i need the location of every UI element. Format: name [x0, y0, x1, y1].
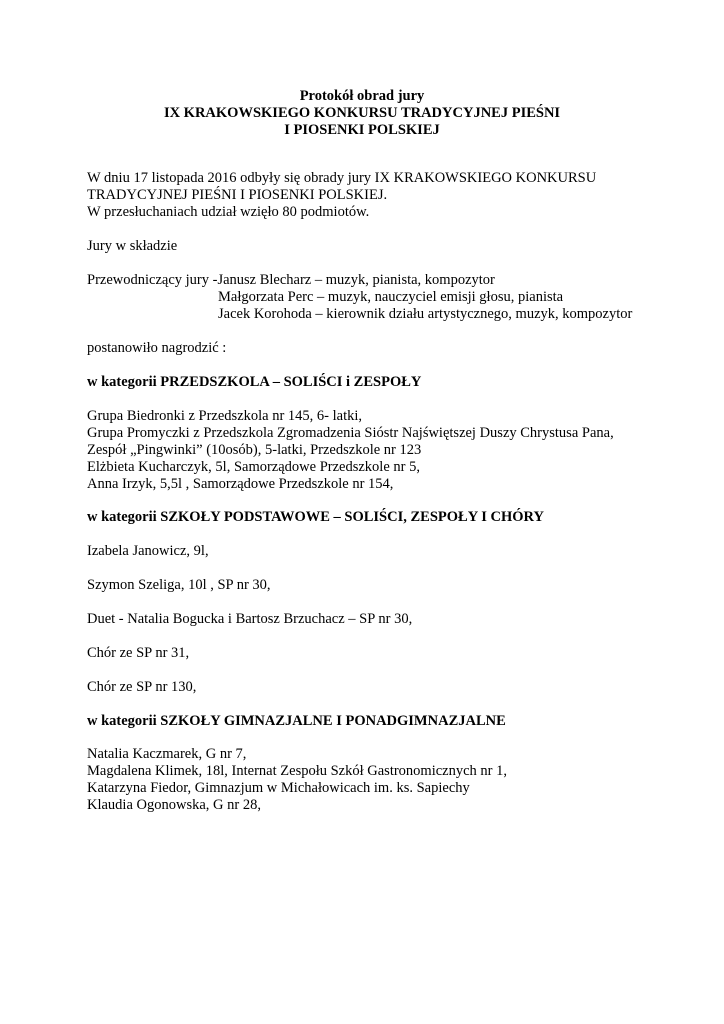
category-heading-preschool: w kategorii PRZEDSZKOLA – SOLIŚCI i ZESPOŁY	[87, 374, 422, 390]
award-entry: Grupa Biedronki z Przedszkola nr 145, 6- latki,	[87, 408, 363, 424]
competition-name-line-1: IX KRAKOWSKIEGO KONKURSU TRADYCYJNEJ PIEŚNI	[163, 105, 561, 121]
award-entry: Chór ze SP nr 31,	[87, 645, 190, 661]
award-entry: Katarzyna Fiedor, Gimnazjum w Michałowicach im. ks. Sapiechy	[87, 780, 470, 796]
intro-line-2: TRADYCYJNEJ PIEŚNI I PIOSENKI POLSKIEJ.	[87, 187, 388, 203]
intro-line-1: W dniu 17 listopada 2016 odbyły się obrady jury IX KRAKOWSKIEGO KONKURSU	[87, 170, 597, 186]
award-entry: Natalia Kaczmarek, G nr 7,	[87, 746, 247, 762]
decision-text: postanowiło nagrodzić :	[87, 340, 227, 356]
award-entry: Anna Irzyk, 5,5l , Samorządowe Przedszkole nr 154,	[87, 476, 394, 492]
award-entry: Izabela Janowicz, 9l,	[87, 543, 209, 559]
jury-heading: Jury w składzie	[87, 238, 178, 254]
award-entry: Zespół „Pingwinki” (10osób), 5-latki, Przedszkole nr 123	[87, 442, 422, 458]
award-entry: Elżbieta Kucharczyk, 5l, Samorządowe Przedszkole nr 5,	[87, 459, 420, 475]
category-heading-primary: w kategorii SZKOŁY PODSTAWOWE – SOLIŚCI, ZESPOŁY I CHÓRY	[87, 509, 544, 525]
award-entry: Magdalena Klimek, 18l, Internat Zespołu Szkół Gastronomicznych nr 1,	[87, 763, 507, 779]
intro-line-3: W przesłuchaniach udział wzięło 80 podmiotów.	[87, 204, 370, 220]
jury-member: Jacek Korohoda – kierownik działu artystycznego, muzyk, kompozytor	[218, 306, 633, 322]
category-heading-secondary: w kategorii SZKOŁY GIMNAZJALNE I PONADGIMNAZJALNE	[87, 713, 506, 729]
award-entry: Szymon Szeliga, 10l , SP nr 30,	[87, 577, 271, 593]
document-title: Protokół obrad jury	[299, 88, 425, 104]
award-entry: Grupa Promyczki z Przedszkola Zgromadzenia Sióstr Najświętszej Duszy Chrystusa Pana,	[87, 425, 614, 441]
competition-name-line-2: I PIOSENKI POLSKIEJ	[284, 122, 440, 138]
award-entry: Chór ze SP nr 130,	[87, 679, 197, 695]
jury-member-chair: Przewodniczący jury -Janusz Blecharz – muzyk, pianista, kompozytor	[87, 272, 495, 288]
award-entry: Klaudia Ogonowska, G nr 28,	[87, 797, 261, 813]
jury-member: Małgorzata Perc – muzyk, nauczyciel emisji głosu, pianista	[218, 289, 564, 305]
award-entry: Duet - Natalia Bogucka i Bartosz Brzuchacz – SP nr 30,	[87, 611, 413, 627]
